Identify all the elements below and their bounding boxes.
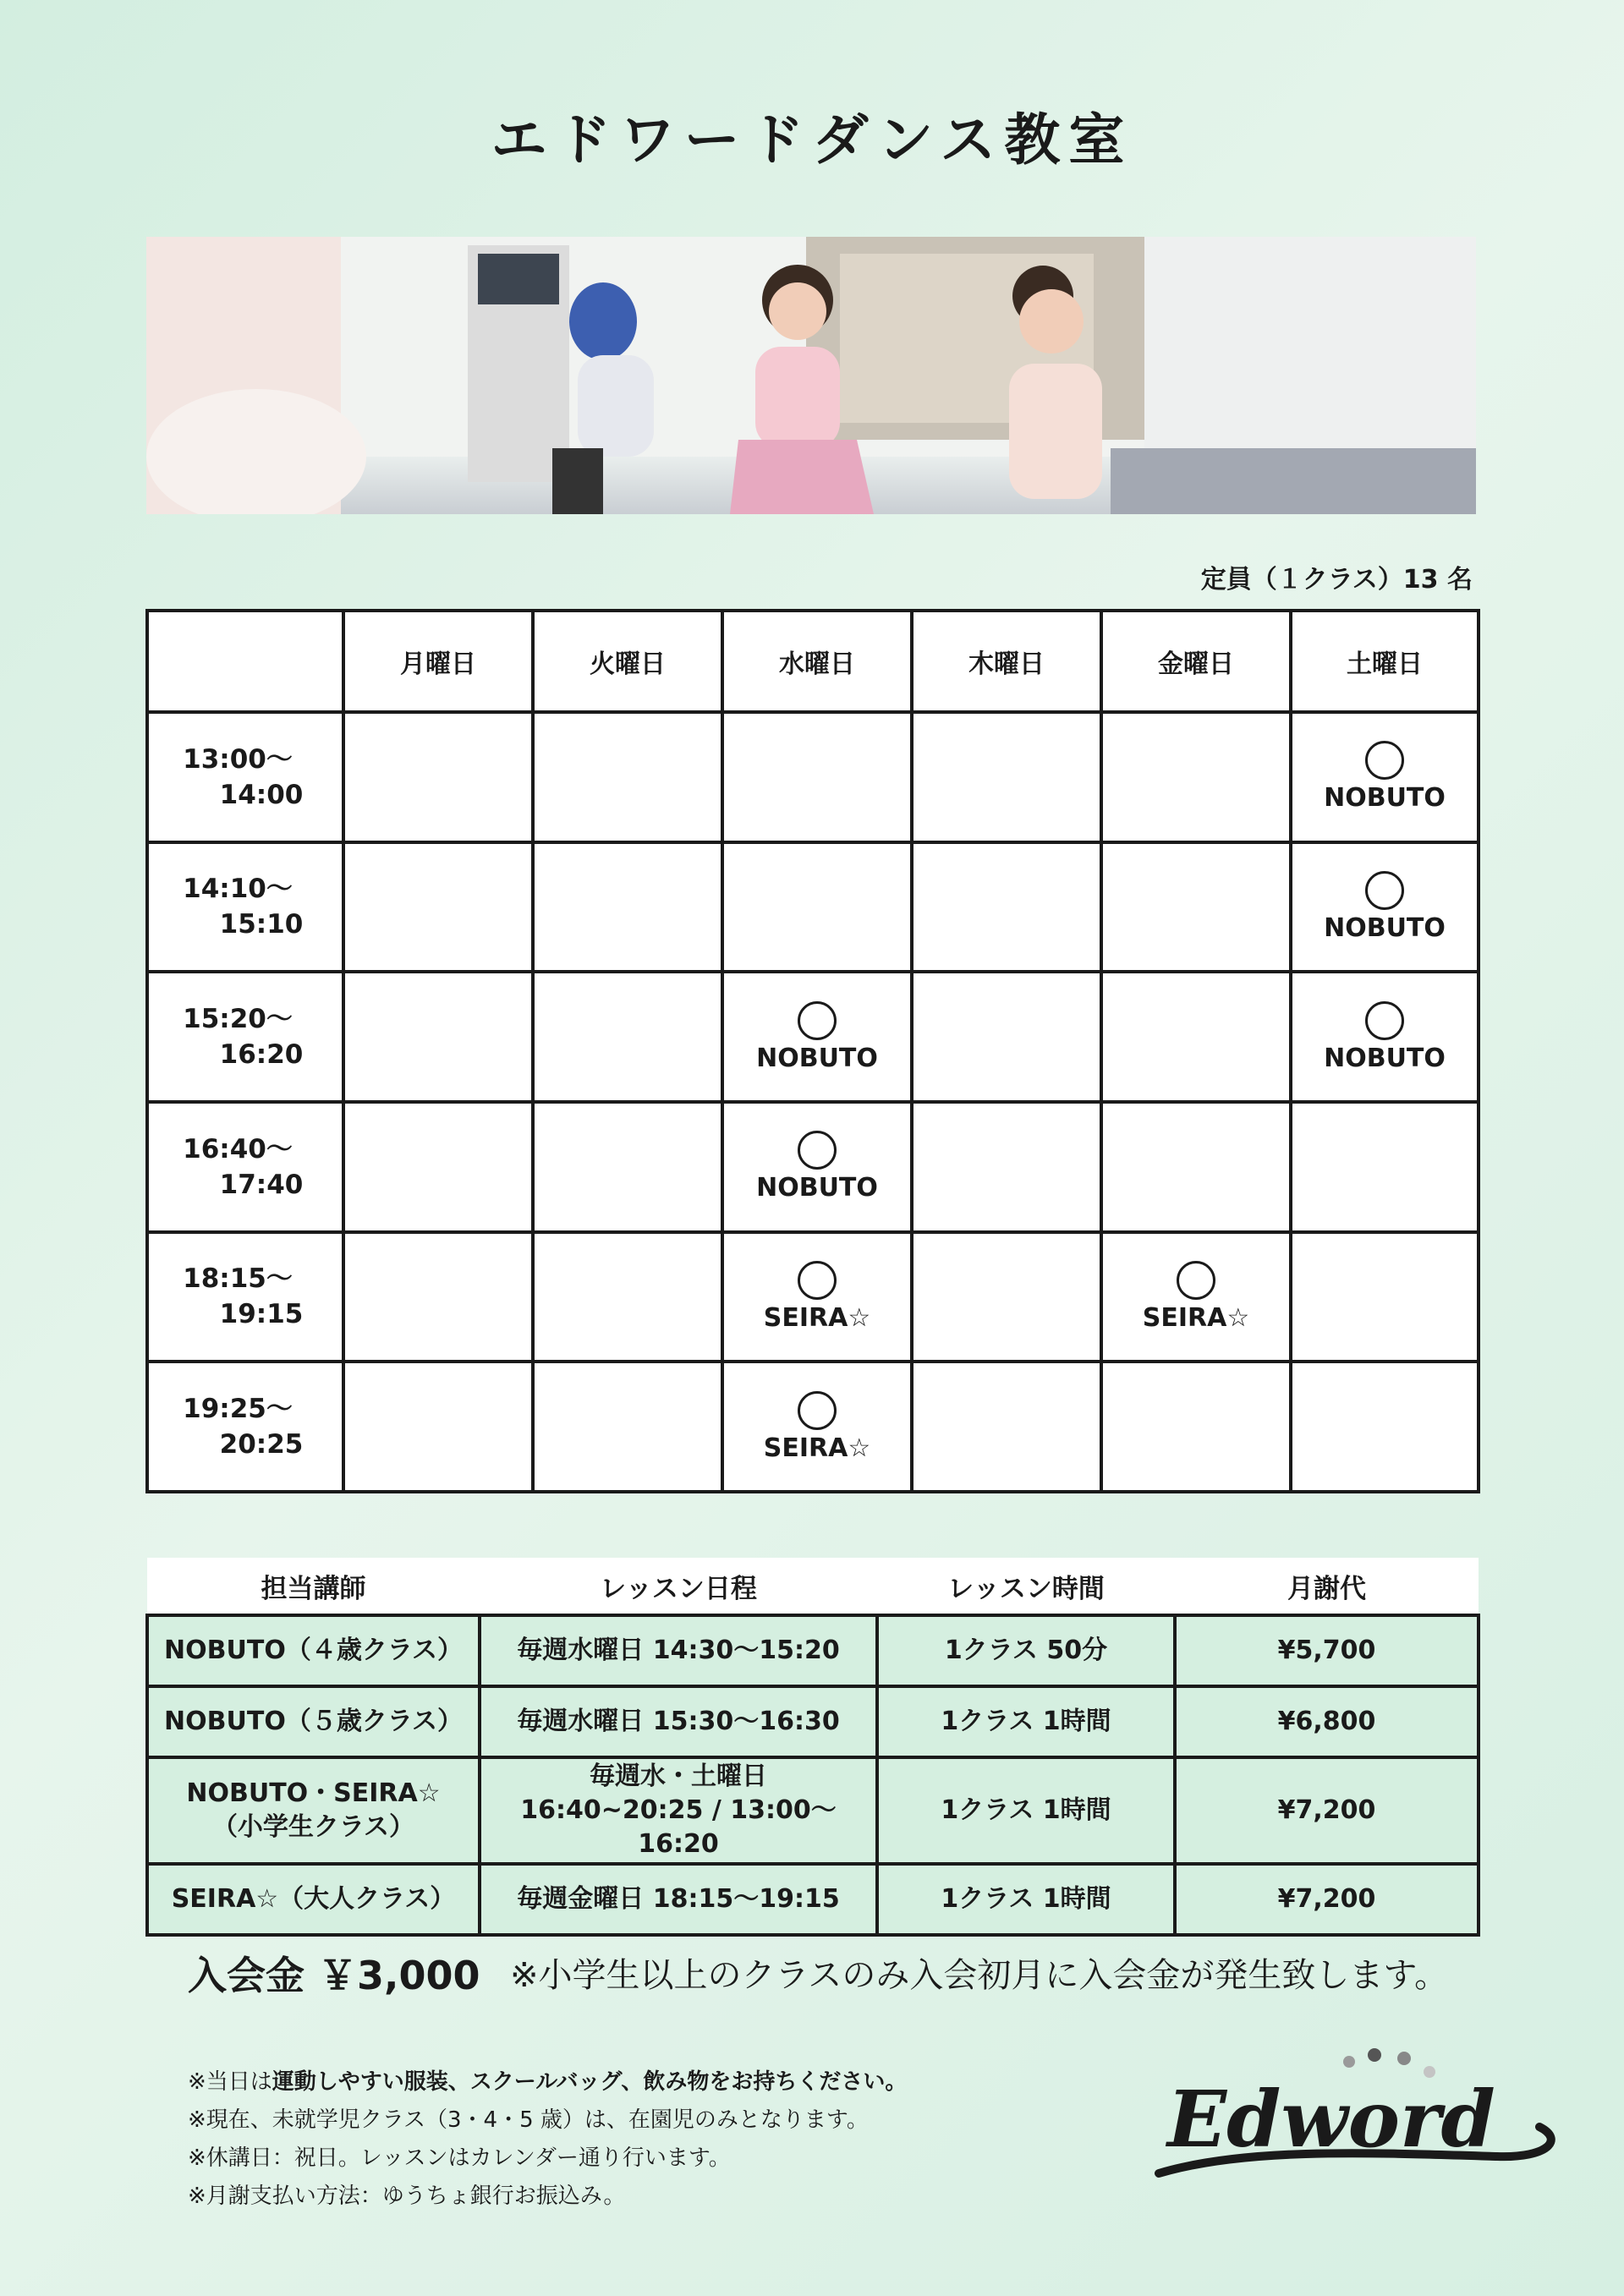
- time-start: 18:15〜: [183, 1263, 293, 1295]
- instructor-name: NOBUTO: [756, 1043, 878, 1073]
- time-end: 14:00: [219, 779, 304, 810]
- instructor-name: SEIRA☆: [1142, 1302, 1250, 1333]
- circle-icon: [798, 1391, 837, 1430]
- fee-price: ¥6,800: [1175, 1686, 1479, 1757]
- time-slot: [147, 1102, 343, 1232]
- time-slot: [147, 712, 343, 842]
- schedule-cell: [1291, 1362, 1479, 1492]
- schedule-row: [147, 1102, 1479, 1232]
- time-slot: [147, 1232, 343, 1362]
- day-header: 木曜日: [912, 611, 1101, 712]
- schedule-cell: [1101, 1232, 1291, 1362]
- time-end: 15:10: [219, 909, 304, 940]
- circle-icon: [1177, 1261, 1215, 1300]
- fee-teacher-subtext: （小学生クラス）: [211, 1812, 415, 1842]
- schedule-cell: [912, 842, 1101, 973]
- schedule-cell: [1291, 712, 1479, 842]
- schedule-cell: [533, 1362, 722, 1492]
- fee-teacher-text: NOBUTO・SEIRA☆: [186, 1778, 441, 1808]
- schedule-cell: [1101, 1362, 1291, 1492]
- day-header: 土曜日: [1291, 611, 1479, 712]
- fee-header-schedule: レッスン日程: [480, 1558, 877, 1615]
- fee-price: ¥7,200: [1175, 1864, 1479, 1935]
- fee-price: ¥7,200: [1175, 1757, 1479, 1864]
- schedule-cell: [533, 1232, 722, 1362]
- dance-class-photo: [146, 237, 1476, 514]
- enrollment-note: ※小学生以上のクラスのみ入会初月に入会金が発生致します。: [510, 1956, 1449, 1995]
- schedule-cell: [1101, 842, 1291, 973]
- time-start: 15:20〜: [183, 1004, 293, 1035]
- circle-icon: [1365, 871, 1404, 910]
- fee-schedule: [480, 1757, 877, 1864]
- schedule-cell: [722, 712, 912, 842]
- schedule-cell: [1101, 1102, 1291, 1232]
- schedule-row: [147, 842, 1479, 973]
- schedule-cell: [912, 1102, 1101, 1232]
- schedule-row: [147, 712, 1479, 842]
- schedule-header-row: [147, 611, 1479, 712]
- fee-schedule-text: 毎週水曜日 14:30〜15:20: [517, 1636, 840, 1665]
- fee-row: [147, 1686, 1479, 1757]
- fee-teacher: [147, 1757, 480, 1864]
- day-header: 火曜日: [533, 611, 722, 712]
- fee-duration: 1クラス 1時間: [877, 1686, 1175, 1757]
- schedule-row: [147, 1362, 1479, 1492]
- circle-icon: [1365, 741, 1404, 780]
- time-end: 16:20: [219, 1039, 304, 1071]
- fee-row: [147, 1757, 1479, 1864]
- schedule-cell: [1101, 712, 1291, 842]
- schedule-cell: [1291, 1232, 1479, 1362]
- note-item: [188, 2063, 907, 2101]
- time-end: 19:15: [219, 1299, 304, 1330]
- schedule-cell: [343, 1102, 533, 1232]
- day-header: 金曜日: [1101, 611, 1291, 712]
- schedule-cell: [722, 1102, 912, 1232]
- schedule-row: [147, 972, 1479, 1102]
- fee-teacher: [147, 1615, 480, 1686]
- day-header: 水曜日: [722, 611, 912, 712]
- time-slot: [147, 972, 343, 1102]
- instructor-name: NOBUTO: [1324, 783, 1446, 814]
- schedule-table: [145, 609, 1480, 1493]
- fee-header-price: 月謝代: [1175, 1558, 1479, 1615]
- class-capacity: 定員（１クラス）13 名: [1200, 565, 1473, 595]
- fee-teacher-text: NOBUTO（４歳クラス）: [164, 1636, 463, 1665]
- time-start: 14:10〜: [183, 874, 293, 905]
- edword-logo: [1142, 2047, 1565, 2199]
- fee-schedule-text: 毎週水・土曜日: [590, 1762, 767, 1791]
- fee-duration: 1クラス 1時間: [877, 1757, 1175, 1864]
- notes-list: [188, 2063, 907, 2216]
- schedule-cell: [533, 1102, 722, 1232]
- fee-price: ¥5,700: [1175, 1615, 1479, 1686]
- note-item: ※現在、未就学児クラス（3・4・5 歳）は、在園児のみとなります。: [188, 2107, 869, 2133]
- fee-row: [147, 1615, 1479, 1686]
- circle-icon: [798, 1001, 837, 1040]
- schedule-cell: [1101, 972, 1291, 1102]
- fee-teacher-text: NOBUTO（５歳クラス）: [164, 1707, 463, 1736]
- schedule-cell: [343, 1232, 533, 1362]
- fee-schedule: [480, 1686, 877, 1757]
- fee-teacher: [147, 1686, 480, 1757]
- fee-teacher: [147, 1864, 480, 1935]
- fee-header-row: [147, 1558, 1479, 1615]
- fee-header-duration: レッスン時間: [877, 1558, 1175, 1615]
- logo-text: Edword: [1167, 2074, 1495, 2165]
- schedule-cell: [343, 972, 533, 1102]
- instructor-name: SEIRA☆: [763, 1302, 871, 1333]
- schedule-cell: [912, 972, 1101, 1102]
- header-photo: [146, 237, 1476, 514]
- fee-table: [145, 1558, 1480, 1937]
- schedule-cell: [722, 1362, 912, 1492]
- circle-icon: [798, 1261, 837, 1300]
- circle-icon: [1365, 1001, 1404, 1040]
- fee-duration: 1クラス 1時間: [877, 1864, 1175, 1935]
- time-start: 13:00〜: [183, 743, 293, 775]
- schedule-cell: [533, 712, 722, 842]
- schedule-row: [147, 1232, 1479, 1362]
- instructor-name: NOBUTO: [1324, 1043, 1446, 1073]
- schedule-cell: [1291, 1102, 1479, 1232]
- schedule-cell: [533, 842, 722, 973]
- page-title: エドワードダンス教室: [491, 107, 1133, 173]
- fee-schedule: [480, 1864, 877, 1935]
- instructor-name: NOBUTO: [756, 1173, 878, 1203]
- time-end: 20:25: [219, 1429, 304, 1460]
- fee-header-teacher: 担当講師: [147, 1558, 480, 1615]
- schedule-cell: [722, 1232, 912, 1362]
- schedule-cell: [1291, 972, 1479, 1102]
- enrollment-fee: 入会金 ￥3,000: [188, 1953, 480, 1998]
- schedule-cell: [912, 1232, 1101, 1362]
- schedule-cell: [912, 712, 1101, 842]
- schedule-cell: [533, 972, 722, 1102]
- schedule-cell: [343, 842, 533, 973]
- schedule-cell: [1291, 842, 1479, 973]
- day-header: 月曜日: [343, 611, 533, 712]
- note-prefix: ※当日は: [188, 2069, 272, 2095]
- schedule-corner-cell: [147, 611, 343, 712]
- schedule-cell: [722, 842, 912, 973]
- time-slot: [147, 842, 343, 973]
- circle-icon: [798, 1131, 837, 1170]
- note-item: ※月謝支払い方法：ゆうちょ銀行お振込み。: [188, 2184, 626, 2209]
- fee-row: [147, 1864, 1479, 1935]
- fee-teacher-text: SEIRA☆（大人クラス）: [171, 1884, 456, 1914]
- time-slot: [147, 1362, 343, 1492]
- time-start: 19:25〜: [183, 1394, 293, 1425]
- schedule-cell: [343, 1362, 533, 1492]
- fee-duration: 1クラス 50分: [877, 1615, 1175, 1686]
- time-end: 17:40: [219, 1169, 304, 1200]
- fee-schedule-text: 毎週金曜日 18:15〜19:15: [517, 1884, 840, 1914]
- instructor-name: SEIRA☆: [763, 1433, 871, 1463]
- schedule-cell: [343, 712, 533, 842]
- time-start: 16:40〜: [183, 1133, 293, 1164]
- note-item: ※休講日：祝日。レッスンはカレンダー通り行います。: [188, 2145, 731, 2171]
- schedule-cell: [912, 1362, 1101, 1492]
- fee-schedule-text: 毎週水曜日 15:30〜16:30: [517, 1707, 840, 1736]
- note-bold: 運動しやすい服装、スクールバッグ、飲み物をお持ちください。: [272, 2069, 908, 2095]
- fee-schedule: [480, 1615, 877, 1686]
- instructor-name: NOBUTO: [1324, 912, 1446, 943]
- fee-schedule-subtext: 16:40~20:25 / 13:00〜16:20: [520, 1795, 837, 1859]
- schedule-cell: [722, 972, 912, 1102]
